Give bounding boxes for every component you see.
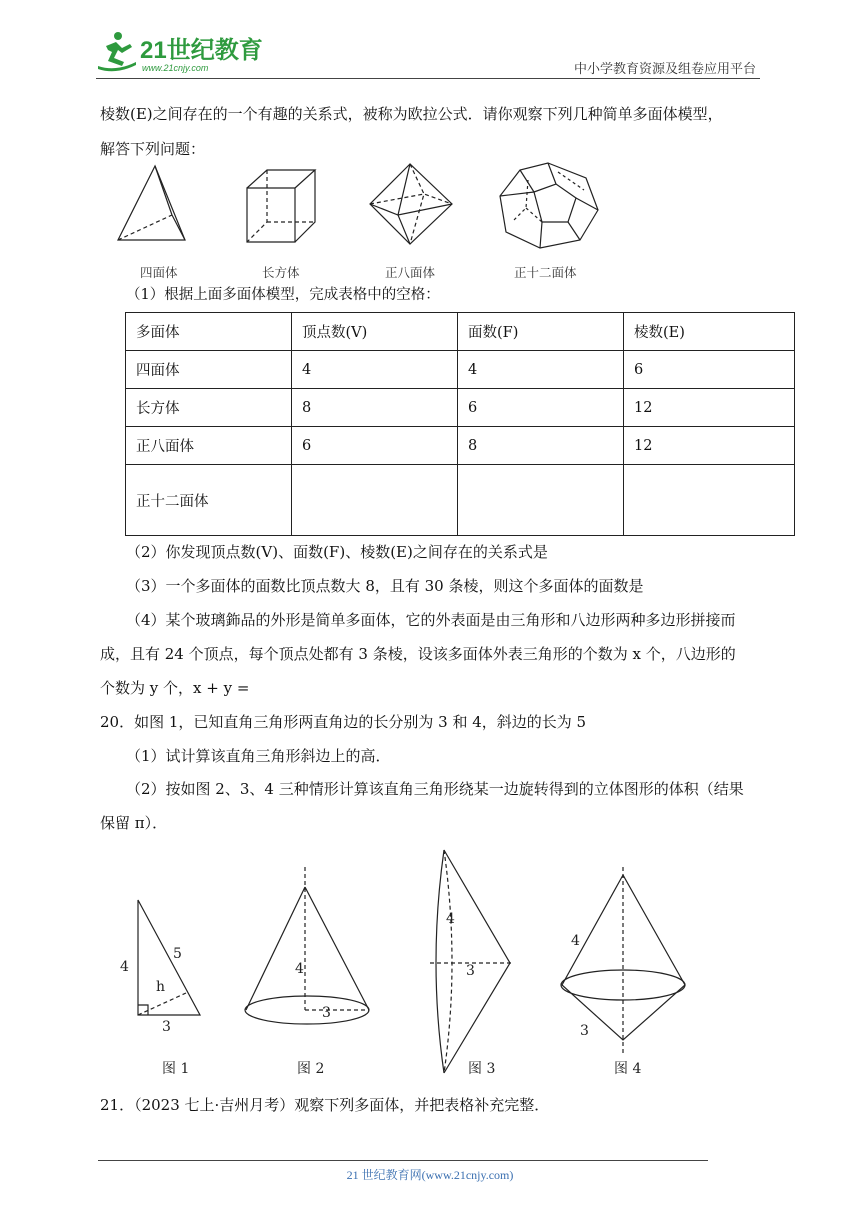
problem-20-sub-2-line-1: （2）按如图 2、3、4 三种情形计算该直角三角形绕某一边旋转得到的立体图形的体积（结果 — [126, 780, 744, 798]
fig4-caption: 图 4 — [614, 1061, 642, 1077]
table-header-cell: 多面体 — [126, 313, 292, 351]
label-cuboid: 长方体 — [262, 265, 300, 280]
rotation-figures — [100, 845, 720, 1085]
fig1-caption: 图 1 — [162, 1061, 190, 1077]
polyhedra-figures — [110, 160, 630, 255]
question-4-line-3: 个数为 y 个，x + y = — [100, 679, 250, 697]
question-2: （2）你发现顶点数(V)、面数(F)、棱数(E)之间存在的关系式是 — [126, 543, 548, 561]
fig1-side-a: 4 — [120, 959, 129, 975]
intro-line-2: 解答下列问题： — [100, 140, 206, 158]
table-cell: 12 — [624, 389, 795, 427]
table-cell-blank[interactable] — [292, 465, 458, 536]
question-1: （1）根据上面多面体模型，完成表格中的空格： — [126, 287, 440, 303]
dodecahedron-figure — [500, 163, 598, 248]
fig2-caption: 图 2 — [297, 1061, 325, 1077]
table-cell: 正八面体 — [126, 427, 292, 465]
table-cell: 6 — [624, 351, 795, 389]
question-3: （3）一个多面体的面数比顶点数大 8，且有 30 条棱，则这个多面体的面数是 — [126, 577, 644, 595]
fig1-hyp: 5 — [173, 946, 182, 962]
table-row — [126, 351, 795, 389]
footer-divider — [98, 1160, 708, 1161]
logo-text: 21世纪教育 — [140, 37, 263, 64]
table-cell: 8 — [458, 427, 624, 465]
problem-20-sub-2-line-2: 保留 π）． — [100, 814, 168, 832]
fig3-radius: 3 — [466, 963, 475, 979]
fig3-caption: 图 3 — [468, 1061, 496, 1077]
figure-3-cone — [430, 850, 512, 1073]
fig4-upper: 4 — [571, 933, 580, 949]
table-cell: 四面体 — [126, 351, 292, 389]
table-header-cell: 顶点数(V) — [292, 313, 458, 351]
table-row — [126, 427, 795, 465]
table-header-cell: 棱数(E) — [624, 313, 795, 351]
label-octahedron: 正八面体 — [385, 265, 436, 280]
table-cell-blank[interactable] — [458, 465, 624, 536]
fig2-radius: 3 — [322, 1005, 331, 1021]
octahedron-figure — [370, 164, 452, 244]
problem-20-stem: 20．如图 1，已知直角三角形两直角边的长分别为 3 和 4，斜边的长为 5 — [100, 713, 587, 731]
label-dodecahedron: 正十二面体 — [514, 265, 577, 280]
table-cell: 8 — [292, 389, 458, 427]
problem-20-sub-1: （1）试计算该直角三角形斜边上的高． — [126, 747, 391, 765]
problem-21: 21．（2023 七上·吉州月考）观察下列多面体，并把表格补充完整． — [100, 1096, 550, 1114]
table-cell: 4 — [292, 351, 458, 389]
cuboid-figure — [247, 170, 315, 242]
table-header-row — [126, 313, 795, 351]
question-4-line-1: （4）某个玻璃鉓品的外形是简单多面体，它的外表面是由三角形和八边形两种多边形拼接而 — [126, 611, 736, 629]
fig2-height: 4 — [295, 961, 304, 977]
table-cell-blank[interactable] — [624, 465, 795, 536]
polyhedra-table — [125, 312, 795, 536]
fig3-height: 4 — [446, 911, 455, 927]
header-platform-text: 中小学教育资源及组卷应用平台 — [573, 62, 756, 77]
table-cell: 12 — [624, 427, 795, 465]
table-cell: 正十二面体 — [126, 465, 292, 536]
table-cell: 6 — [292, 427, 458, 465]
question-4-line-2: 成，且有 24 个顶点，每个顶点处都有 3 条棱，设该多面体外表三角形的个数为 x 个，八边形的 — [100, 645, 736, 663]
table-cell: 长方体 — [126, 389, 292, 427]
table-cell: 4 — [458, 351, 624, 389]
label-tetrahedron: 四面体 — [140, 265, 178, 280]
intro-line-1: 棱数(E)之间存在的一个有趣的关系式，被称为欧拉公式．请你观察下列几种简单多面体模型， — [100, 105, 723, 123]
table-header-cell: 面数(F) — [458, 313, 624, 351]
footer-text[interactable]: 21 世纪教育网(www.21cnjy.com) — [346, 1168, 514, 1182]
tetrahedron-figure — [118, 166, 185, 240]
figure-1-triangle — [138, 900, 200, 1015]
table-row — [126, 465, 795, 536]
logo-url: www.21cnjy.com — [142, 63, 209, 73]
table-row — [126, 389, 795, 427]
figure-2-cone — [245, 867, 369, 1024]
fig4-lower: 3 — [580, 1023, 589, 1039]
fig1-side-b: 3 — [162, 1019, 171, 1035]
table-cell: 6 — [458, 389, 624, 427]
site-logo — [96, 28, 266, 78]
fig1-h: h — [156, 979, 166, 995]
header-divider — [96, 78, 760, 79]
